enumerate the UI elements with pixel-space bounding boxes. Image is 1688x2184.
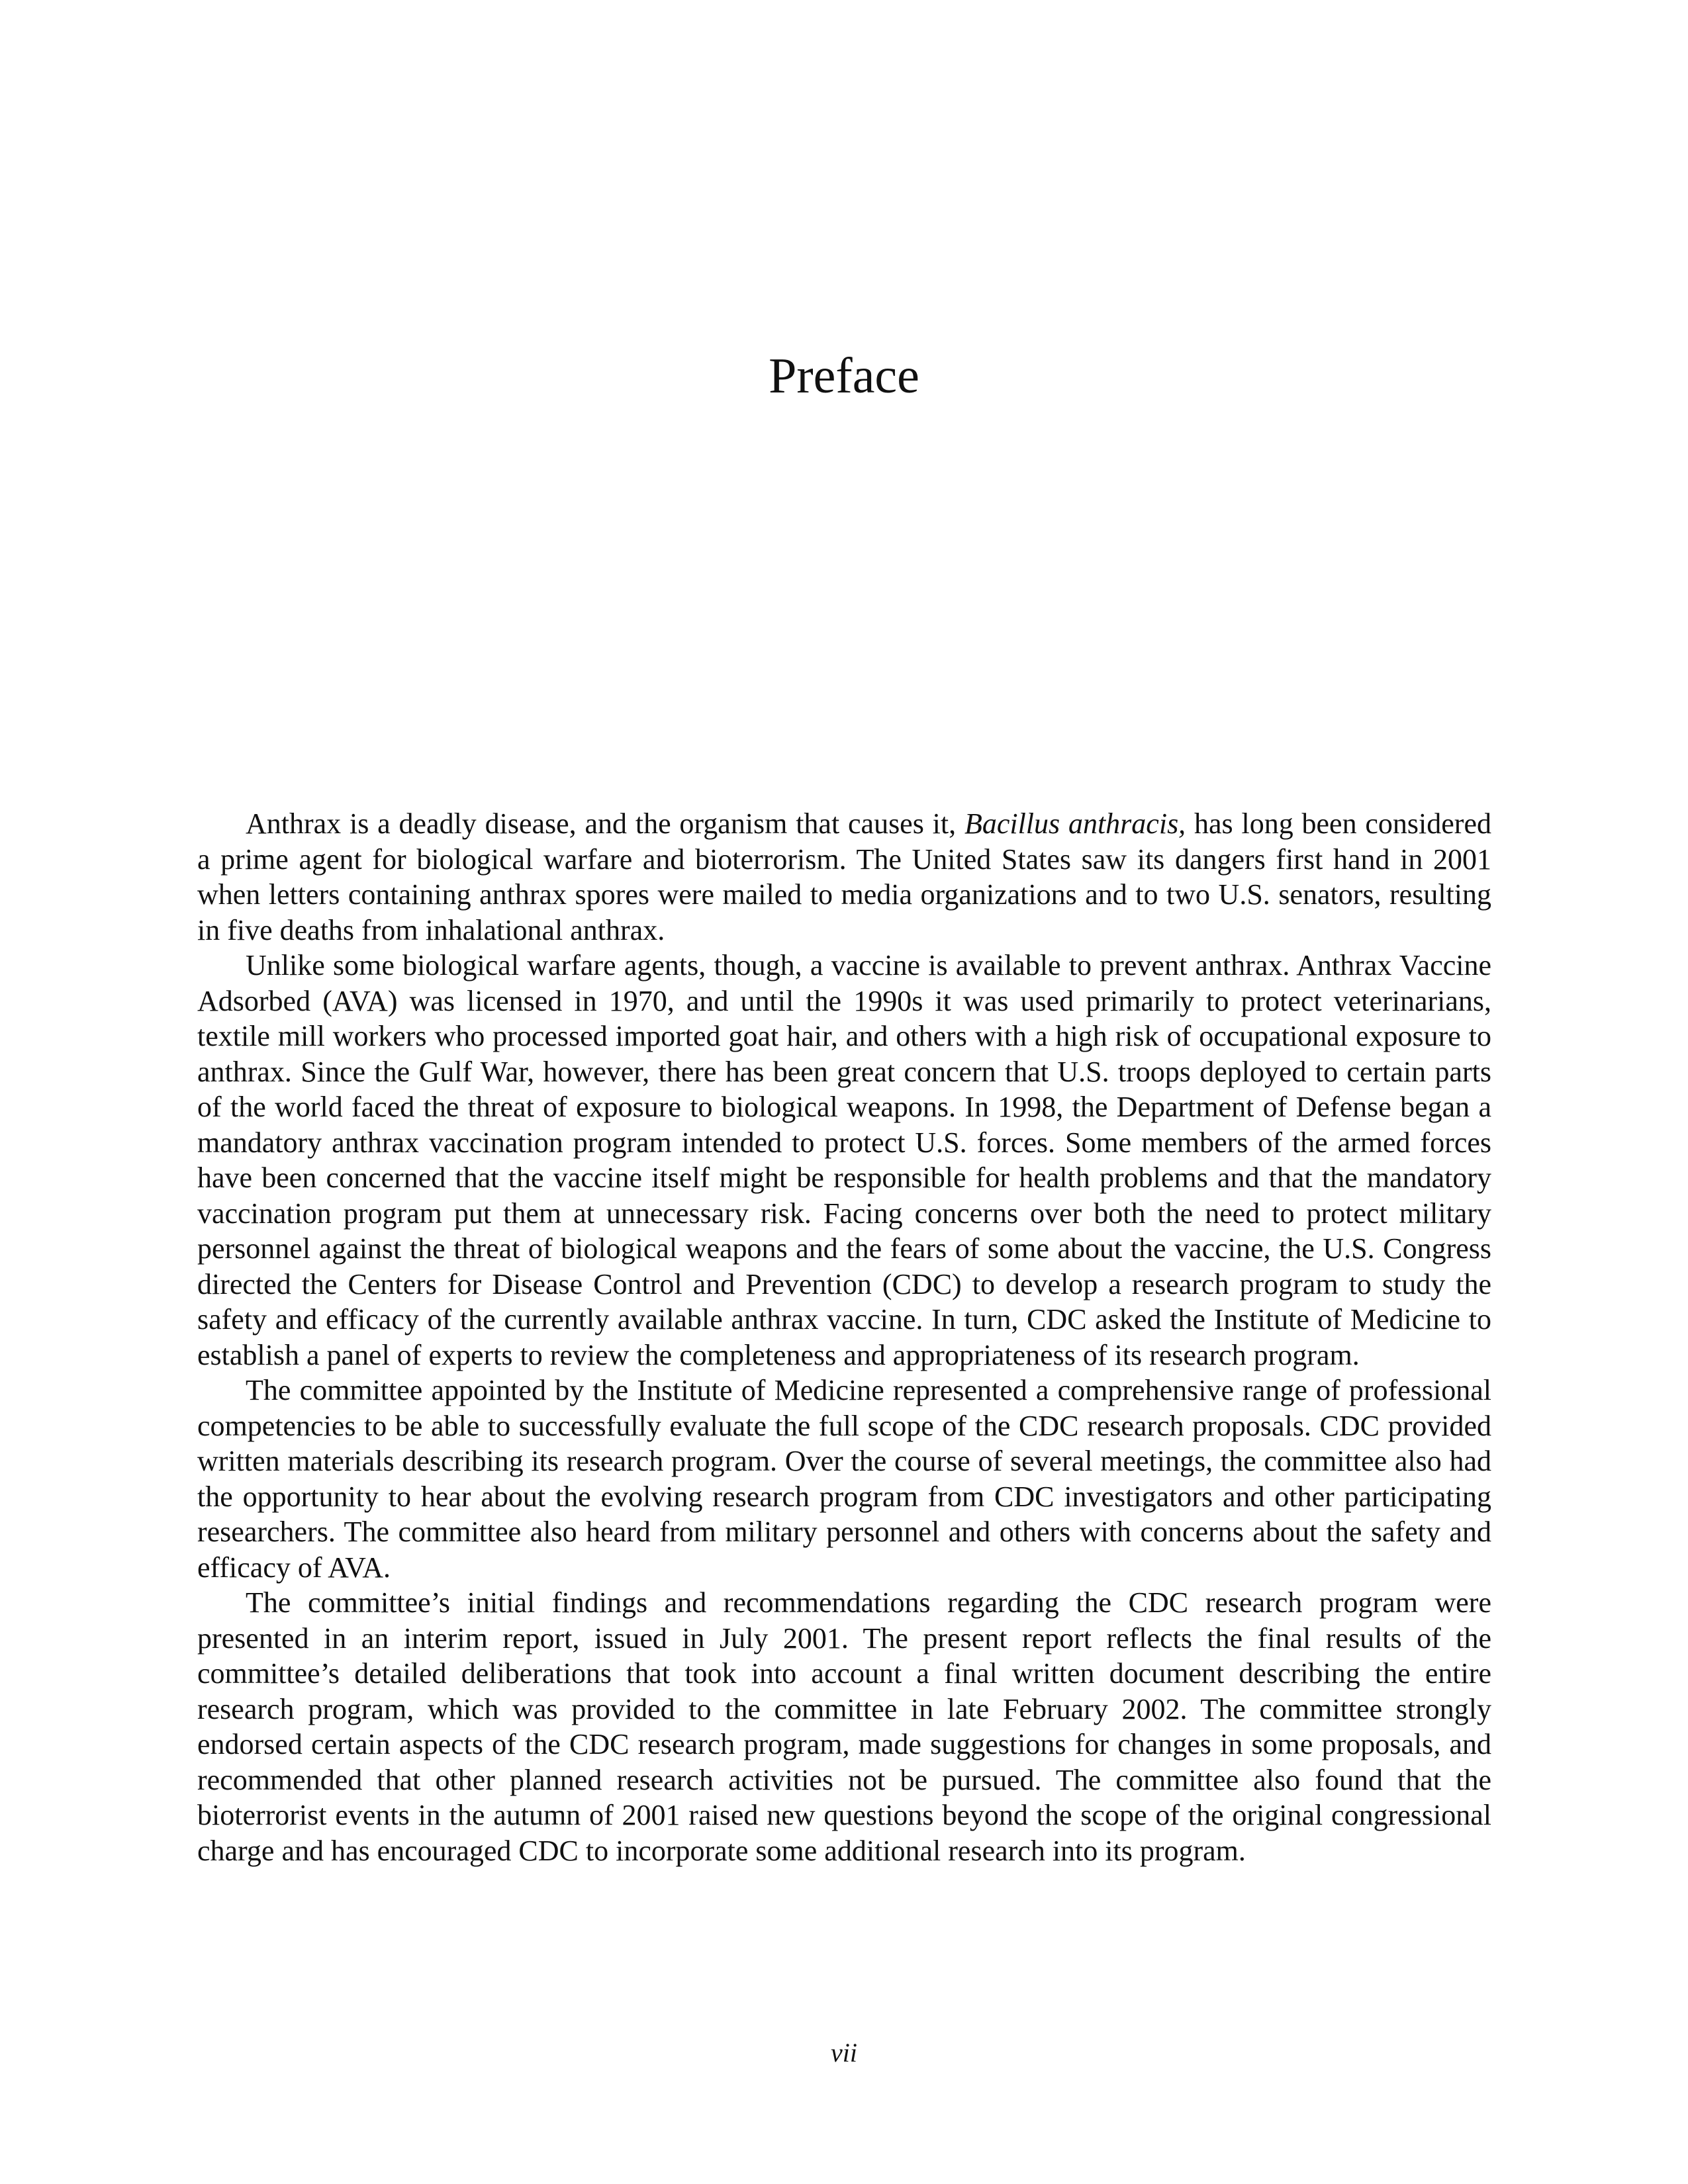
species-name: Bacillus anthracis, [964,807,1186,840]
paragraph-1 [197,806,1491,948]
paragraph-2: Unlike some biological warfare agents, though, a vaccine is available to prevent anthrax. Anthrax Vaccine Adsorbed (AVA) was licensed in 1970, and until the 1990s it was used primarily to protect veterinarians, textile mill workers who processed imported goat hair, and others with a high risk of occupational exposure to anthrax. Since the Gulf War, however, there has been great concern that U.S. troops deployed to certain parts of the world faced the threat of exposure to biological weapons. In 1998, the Department of Defense began a mandatory anthrax vaccination program intended to protect U.S. forces. Some members of the armed forces have been concerned that the vaccine itself might be responsible for health problems and that the mandatory vaccination program put them at unnecessary risk. Facing concerns over both the need to protect military personnel against the threat of biological weapons and the fears of some about the vaccine, the U.S. Congress directed the Centers for Disease Control and Prevention (CDC) to develop a research program to study the safety and efficacy of the currently available anthrax vaccine. In turn, CDC asked the Institute of Medicine to establish a panel of experts to review the completeness and appropriateness of its research program. [197,949,1491,1371]
page-title: Preface [769,348,919,404]
paragraph-1-text-start: Anthrax is a deadly disease, and the organism that causes it, [246,807,964,840]
paragraph-1-text-end: has long been considered a prime agent for biological warfare and bioterrorism. The United States saw its dangers first hand in 2001 when letters containing anthrax spores were mailed to media organizations and to two U.S. senators, resulting in five deaths from inhalational anthrax. [197,807,1491,946]
paragraph-4: The committee’s initial findings and recommendations regarding the CDC research program were presented in an interim report, issued in July 2001. The present report reflects the final results of the committee’s detailed deliberations that took into account a final written document describing the entire research program, which was provided to the committee in late February 2002. The committee strongly endorsed certain aspects of the CDC research program, made suggestions for changes in some proposals, and recommended that other planned research activities not be pursued. The committee also found that the bioterrorist events in the autumn of 2001 raised new questions beyond the scope of the original congressional charge and has encouraged CDC to incorporate some additional research into its program. [197,1586,1491,1867]
page-number: vii [831,2038,857,2068]
body-text [197,806,1491,1868]
paragraph-3: The committee appointed by the Institute of Medicine represented a comprehensive range of professional competencies to be able to successfully evaluate the full scope of the CDC research proposals. CDC provided written materials describing its research program. Over the course of several meetings, the committee also had the opportunity to hear about the evolving research program from CDC investigators and other participating researchers. The committee also heard from military personnel and others with concerns about the safety and efficacy of AVA. [197,1374,1491,1584]
